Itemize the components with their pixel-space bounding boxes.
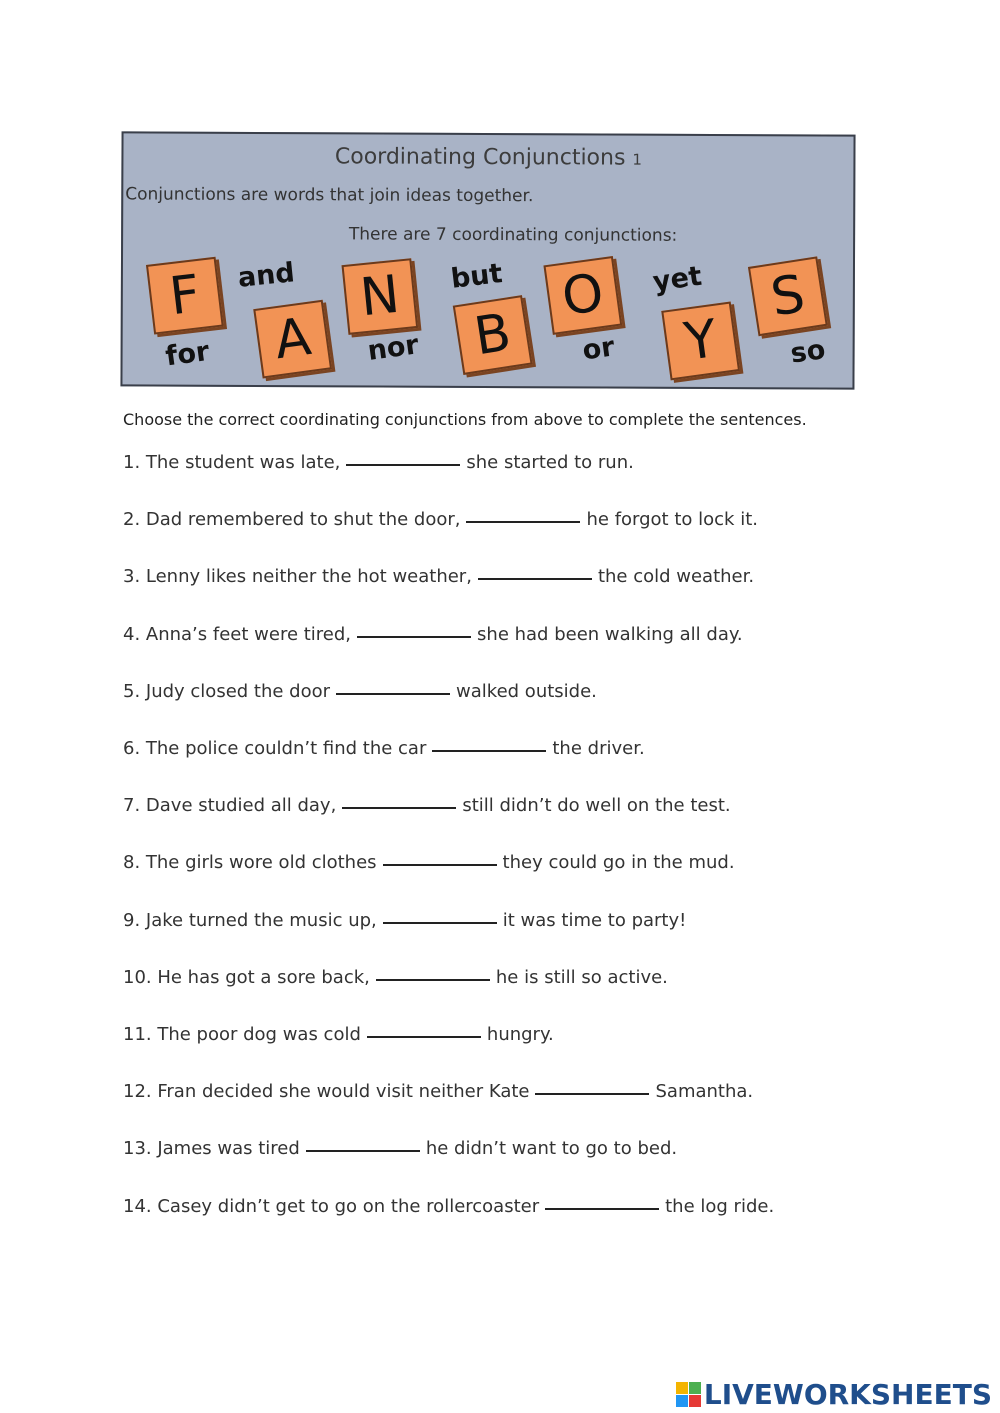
- word-nor: nor: [365, 329, 421, 367]
- header-box: [120, 131, 855, 389]
- sentence-text-before: 1. The student was late,: [123, 452, 341, 473]
- word-but: but: [449, 258, 505, 295]
- title-number: 1: [632, 150, 643, 169]
- sentence-text-after: they could go in the mud.: [502, 852, 735, 873]
- sentence-text-before: 8. The girls wore old clothes: [123, 852, 377, 873]
- sentence-text-after: he didn’t want to go to bed.: [425, 1138, 678, 1159]
- sentence-row: [123, 1081, 753, 1102]
- answer-blank[interactable]: [383, 921, 497, 924]
- sentence-text-after: hungry.: [486, 1024, 554, 1045]
- answer-blank[interactable]: [545, 1207, 659, 1210]
- sentence-text-before: 7. Dave studied all day,: [123, 795, 337, 816]
- sentence-text-after: the driver.: [552, 738, 645, 759]
- sentence-text-after: the log ride.: [665, 1196, 775, 1217]
- sentence-text-before: 12. Fran decided she would visit neither Kate: [123, 1081, 530, 1102]
- word-yet: yet: [651, 260, 704, 298]
- sentence-text-before: 11. The poor dog was cold: [123, 1024, 361, 1045]
- sentence-text-after: it was time to party!: [502, 910, 687, 931]
- tile-n: N: [342, 258, 419, 335]
- word-for: for: [163, 335, 212, 373]
- sentence-text-before: 3. Lenny likes neither the hot weather,: [123, 566, 472, 587]
- liveworksheets-logo-icon: [676, 1382, 702, 1408]
- sentence-row: [123, 795, 731, 816]
- sentence-text-before: 2. Dad remembered to shut the door,: [123, 509, 461, 530]
- logo-text: LIVEWORKSHEETS: [703, 1378, 992, 1411]
- sentence-row: [123, 1138, 677, 1159]
- tile-a: A: [253, 300, 332, 379]
- count-line: There are 7 coordinating conjunctions:: [348, 224, 678, 246]
- sentence-text-before: 13. James was tired: [123, 1138, 300, 1159]
- answer-blank[interactable]: [367, 1035, 481, 1038]
- word-so: so: [788, 334, 828, 370]
- answer-blank[interactable]: [478, 577, 592, 580]
- tile-s: S: [748, 256, 828, 336]
- sentence-text-after: the cold weather.: [597, 566, 755, 587]
- answer-blank[interactable]: [357, 635, 471, 638]
- word-or: or: [580, 331, 617, 367]
- answer-blank[interactable]: [376, 978, 490, 981]
- sentence-row: [123, 1196, 774, 1217]
- answer-blank[interactable]: [336, 692, 450, 695]
- sentence-row: [123, 452, 634, 473]
- sentence-text-after: she started to run.: [466, 452, 634, 473]
- sentence-text-after: Samantha.: [655, 1081, 754, 1102]
- sentence-text-after: still didn’t do well on the test.: [462, 795, 731, 816]
- answer-blank[interactable]: [535, 1092, 649, 1095]
- sentence-text-after: she had been walking all day.: [477, 624, 743, 645]
- answer-blank[interactable]: [306, 1149, 420, 1152]
- answer-blank[interactable]: [432, 749, 546, 752]
- sentence-text-before: 9. Jake turned the music up,: [123, 910, 377, 931]
- sentence-row: [123, 681, 597, 702]
- intro-text: Conjunctions are words that join ideas together.: [125, 184, 534, 207]
- worksheet-title: Coordinating Conjunctions 1: [334, 144, 643, 171]
- liveworksheets-logo: [676, 1378, 992, 1411]
- sentence-text-before: 14. Casey didn’t get to go on the rollercoaster: [123, 1196, 540, 1217]
- sentence-row: [123, 509, 758, 530]
- instruction-text: Choose the correct coordinating conjunctions from above to complete the sentences.: [123, 410, 807, 429]
- sentence-row: [123, 738, 645, 759]
- sentence-text-before: 4. Anna’s feet were tired,: [123, 624, 352, 645]
- sentence-text-after: he forgot to lock it.: [586, 509, 758, 530]
- sentence-row: [123, 1024, 554, 1045]
- sentence-row: [123, 852, 735, 873]
- sentence-text-before: 6. The police couldn’t find the car: [123, 738, 427, 759]
- answer-blank[interactable]: [342, 806, 456, 809]
- tile-b: B: [453, 295, 533, 375]
- answer-blank[interactable]: [466, 520, 580, 523]
- sentence-row: [123, 967, 668, 988]
- word-and: and: [236, 257, 297, 294]
- sentence-text-before: 5. Judy closed the door: [123, 681, 331, 702]
- sentence-text-after: he is still so active.: [495, 967, 668, 988]
- tile-f: F: [146, 257, 224, 335]
- tile-y: Y: [661, 302, 740, 381]
- answer-blank[interactable]: [383, 863, 497, 866]
- answer-blank[interactable]: [346, 463, 460, 466]
- sentence-row: [123, 910, 686, 931]
- sentence-row: [123, 624, 743, 645]
- tile-o: O: [543, 256, 622, 335]
- sentence-row: [123, 566, 754, 587]
- sentence-text-before: 10. He has got a sore back,: [123, 967, 370, 988]
- sentence-text-after: walked outside.: [456, 681, 597, 702]
